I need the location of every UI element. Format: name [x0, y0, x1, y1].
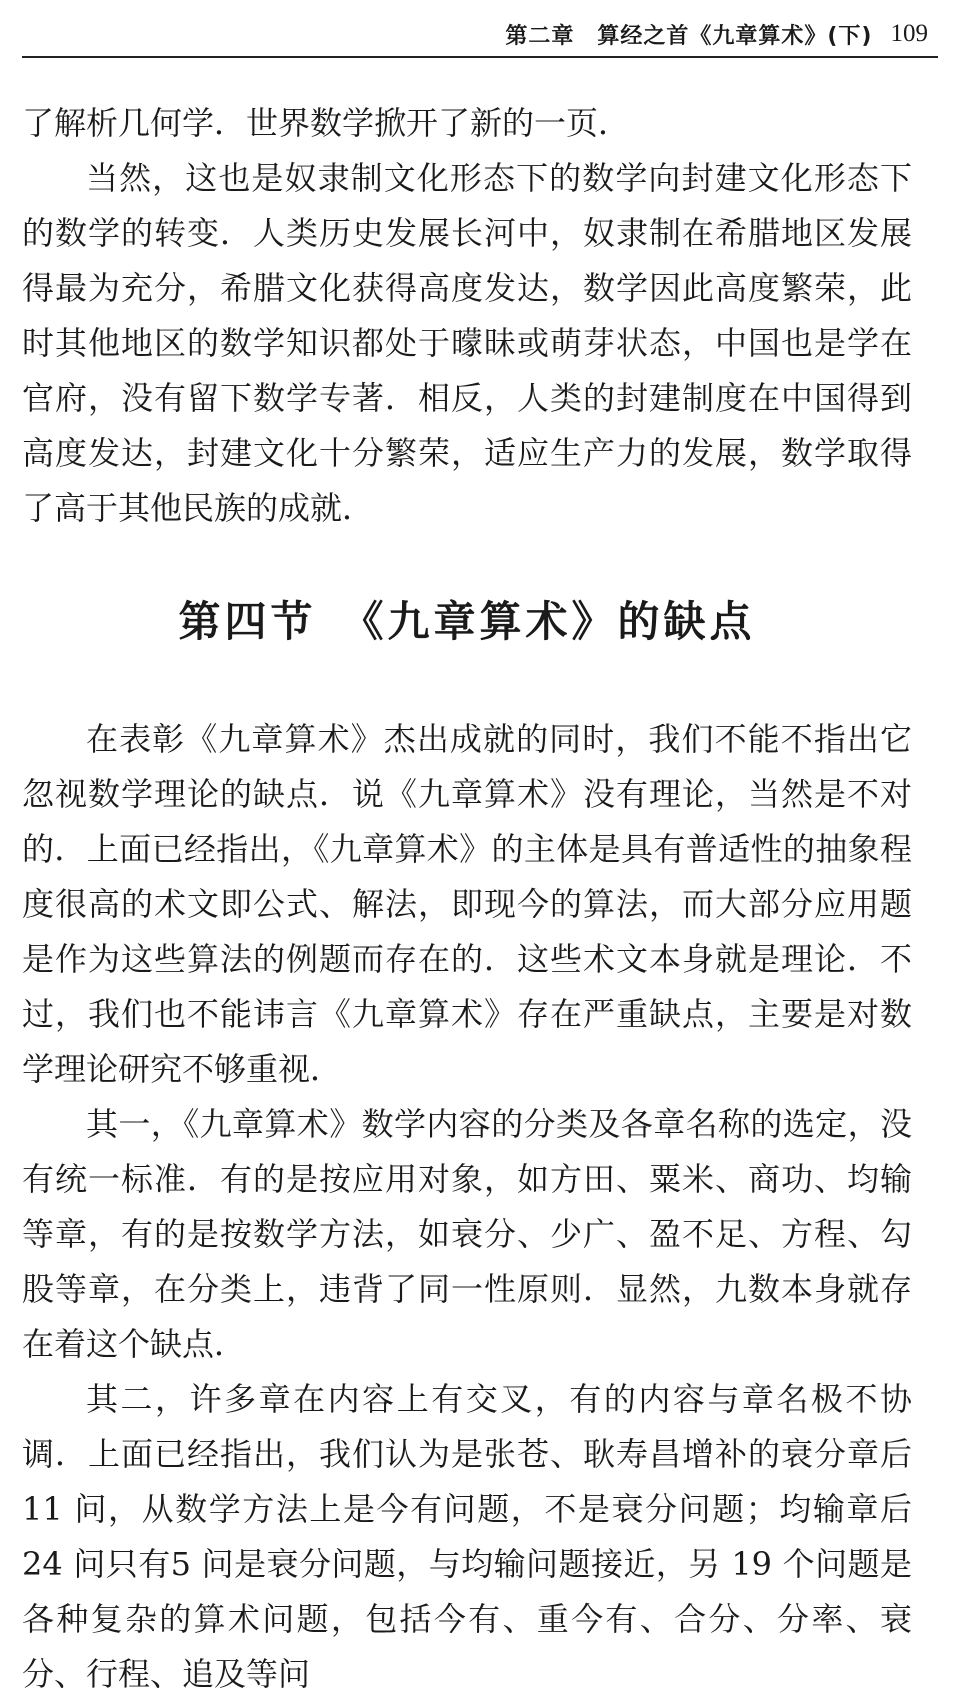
- page-number: 109: [890, 20, 928, 47]
- running-header: [22, 12, 938, 58]
- running-title: 第二章 算经之首《九章算术》(下): [505, 23, 873, 49]
- paragraph: 其一，《九章算术》数学内容的分类及各章名称的选定，没有统一标准．有的是按应用对象，如方田、粟米、商功、均输等章，有的是按数学方法，如衰分、少广、盈不足、方程、勾股等章，在分类上，违背了同一性原则．显然，九数本身就存在着这个缺点．: [22, 1105, 912, 1363]
- section-heading: 第四节 《九章算术》的缺点: [178, 597, 756, 646]
- page-body: [22, 96, 923, 1702]
- paragraph-continued: 了解析几何学．世界数学掀开了新的一页．: [22, 104, 631, 142]
- paragraph: 当然，这也是奴隶制文化形态下的数学向封建文化形态下的数学的转变．人类历史发展长河中，奴隶制在希腊地区发展得最为充分，希腊文化获得高度发达，数学因此高度繁荣，此时其他地区的数学知识都处于曚昧或萌芽状态，中国也是学在官府，没有留下数学专著．相反，人类的封建制度在中国得到高度发达，封建文化十分繁荣，适应生产力的发展，数学取得了高于其他民族的成就．: [22, 159, 912, 527]
- paragraph: 在表彰《九章算术》杰出成就的同时，我们不能不指出它忽视数学理论的缺点．说《九章算术》没有理论，当然是不对的．上面已经指出，《九章算术》的主体是具有普适性的抽象程度很高的术文即公式、解法，即现今的算法，而大部分应用题是作为这些算法的例题而存在的．这些术文本身就是理论．不过，我们也不能讳言《九章算术》存在严重缺点，主要是对数学理论研究不够重视．: [22, 720, 912, 1088]
- paragraph: 其二，许多章在内容上有交叉，有的内容与章名极不协调．上面已经指出，我们认为是张苍、耿寿昌增补的衰分章后 11 问，从数学方法上是今有问题，不是衰分问题；均输章后 24 问只有5 问是衰分问题，与均输问题接近，另 19 个问题是各种复杂的算术问题，包括今有、重今有、合分、分率、衰分、行程、追及等问: [22, 1380, 923, 1693]
